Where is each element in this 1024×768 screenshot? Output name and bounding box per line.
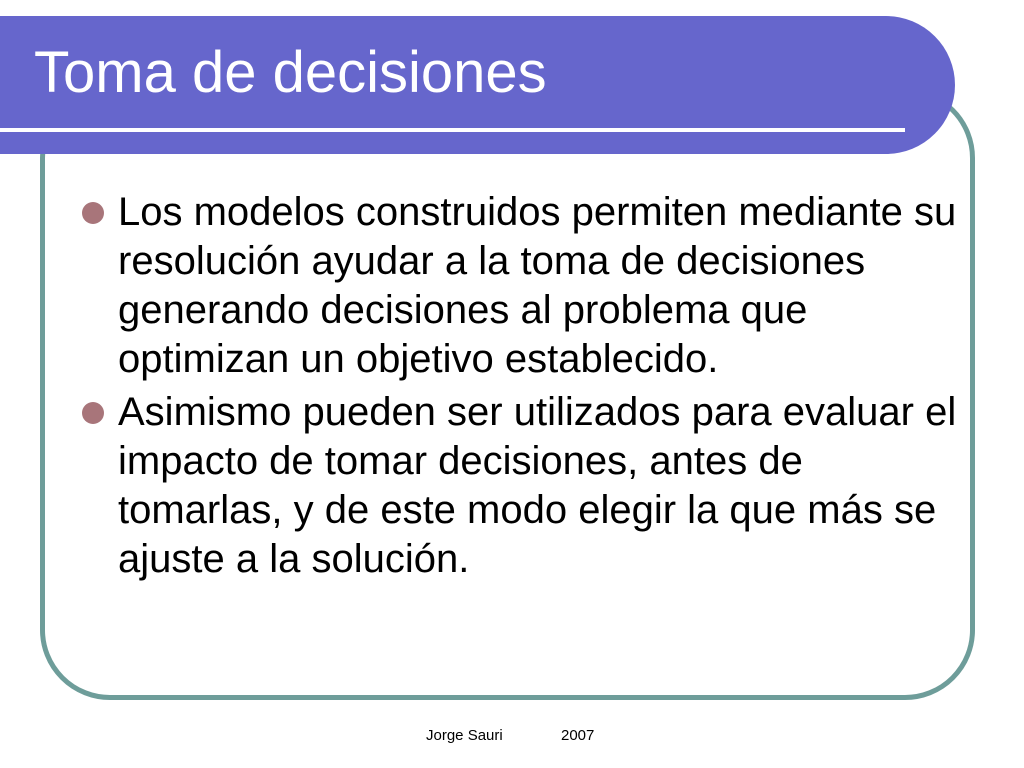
footer-author: Jorge Sauri (426, 727, 503, 744)
title-underline (0, 128, 905, 132)
footer-year: 2007 (561, 727, 595, 744)
bullet-dot-icon (82, 202, 104, 224)
bullet-item (82, 188, 962, 384)
slide-title: Toma de decisiones (34, 40, 547, 105)
bullet-dot-icon (82, 402, 104, 424)
bullet-text: Asimismo pueden ser utilizados para evaluar el impacto de tomar decisiones, antes de tomarlas, y de este modo elegir la que más se ajuste a la solución. (118, 390, 957, 581)
footer (0, 727, 1024, 747)
bullet-text: Los modelos construidos permiten mediante su resolución ayudar a la toma de decisiones generando decisiones al problema que optimizan un objetivo establecido. (118, 190, 957, 381)
bullet-item (82, 388, 962, 584)
bullet-list (82, 188, 962, 588)
